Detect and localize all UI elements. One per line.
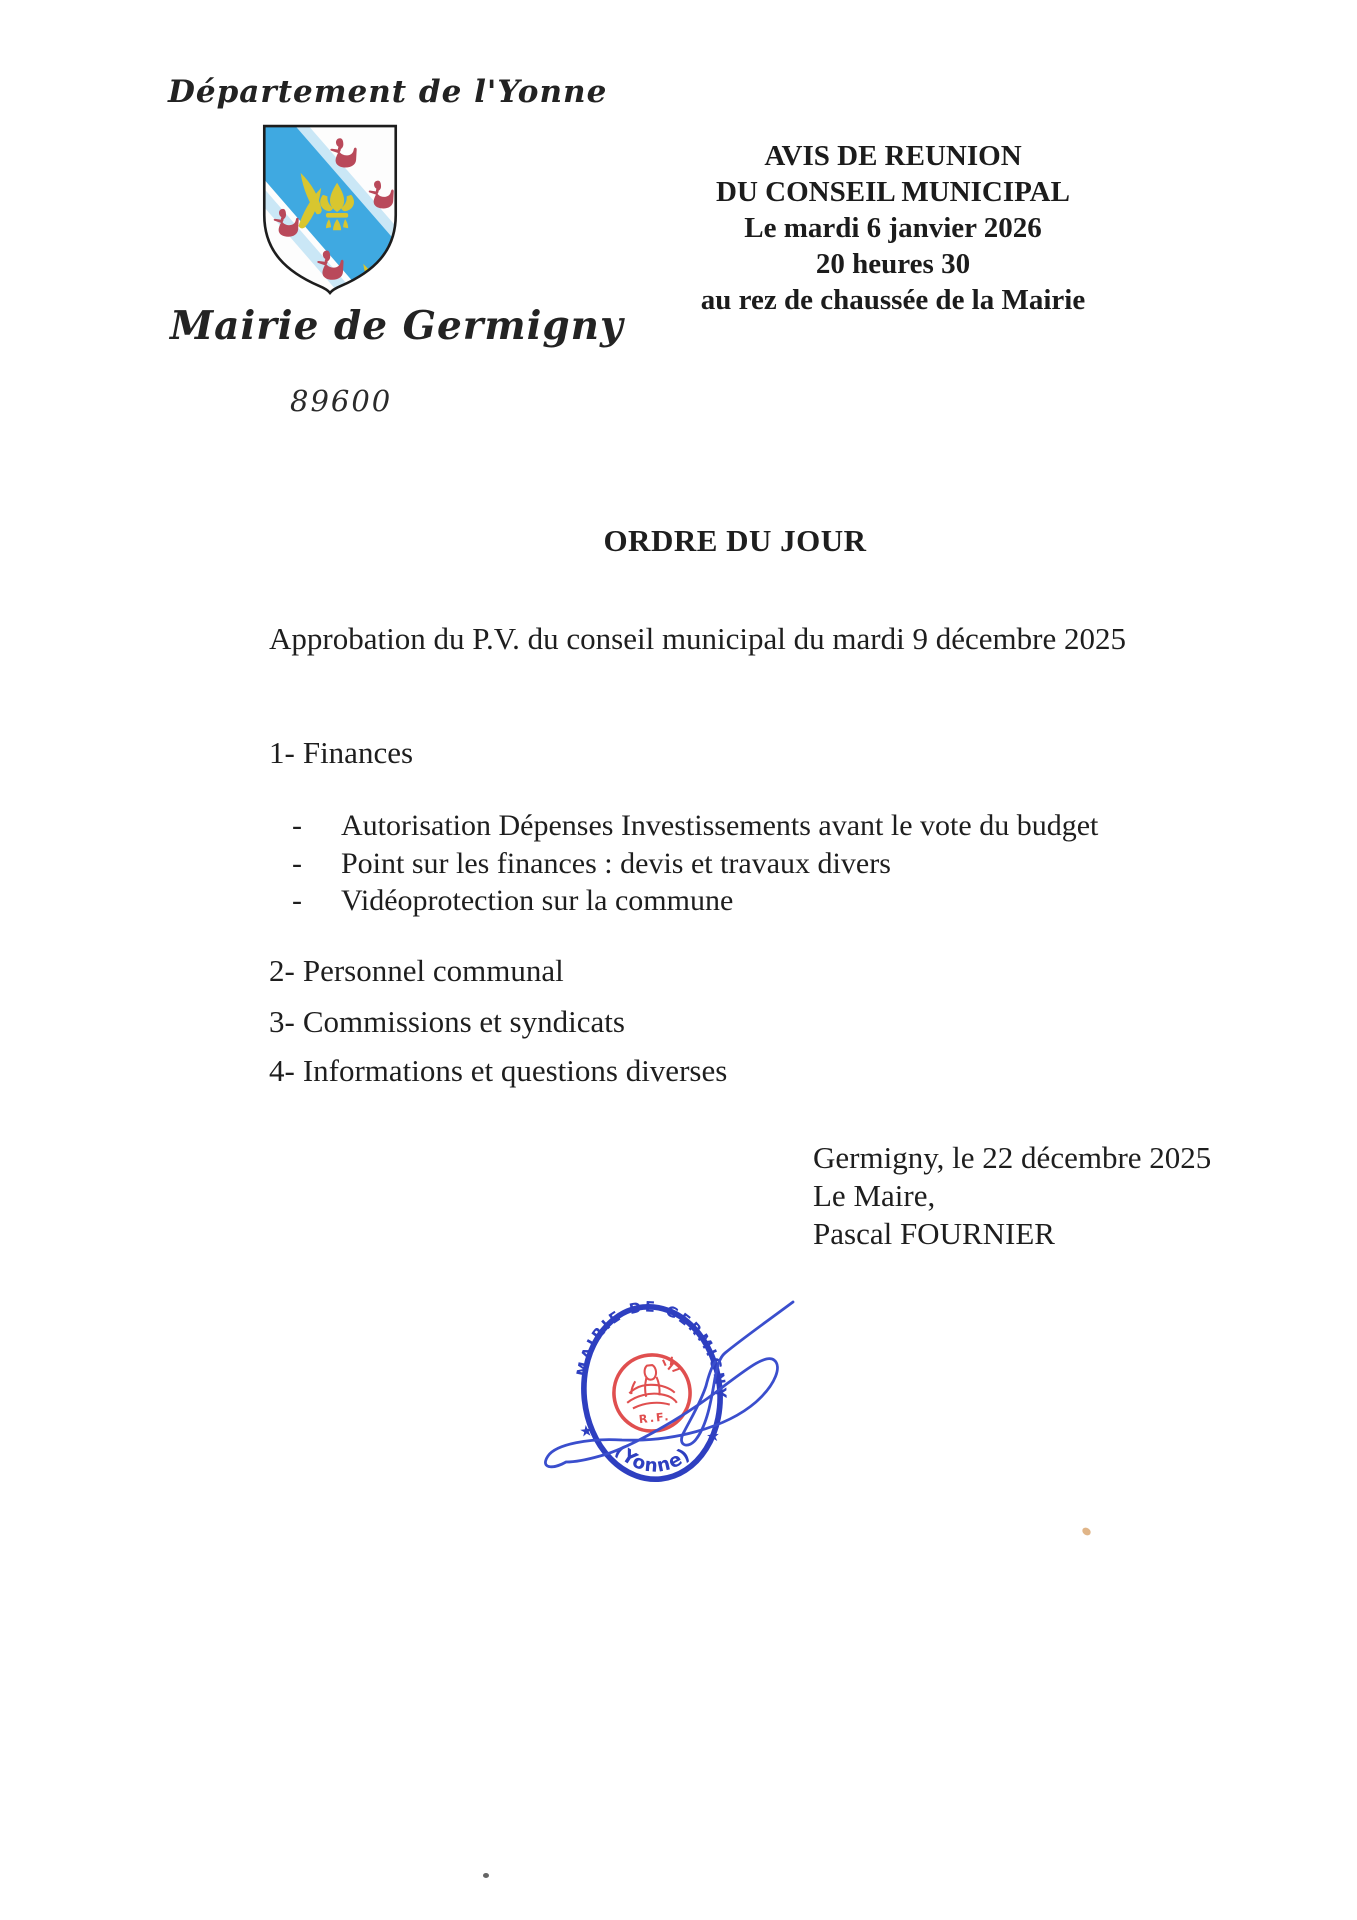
agenda-number: 1- (269, 735, 295, 770)
approval-line: Approbation du P.V. du conseil municipal du mardi 9 décembre 2025 (269, 621, 1126, 656)
agenda-item-2 (269, 953, 564, 989)
agenda-1-bullet-2 (269, 847, 1219, 885)
agenda-1-bullet-1 (269, 809, 1219, 847)
bullet-dash: - (292, 884, 302, 917)
stamp-rf-text: R.F. (638, 1410, 672, 1427)
commune-coat-of-arms (256, 118, 404, 305)
postal-code: 89600 (290, 384, 393, 418)
notice-line-1: AVIS DE REUNION (764, 140, 1022, 172)
municipality-name: Mairie de Germigny (170, 303, 624, 349)
bullet-text: Autorisation Dépenses Investissements avant le vote du budget (341, 809, 1099, 842)
agenda-1-bullet-3 (269, 884, 1219, 922)
scan-speck (1081, 1526, 1092, 1537)
bullet-dash: - (292, 809, 302, 842)
mayor-signature (536, 1278, 826, 1498)
shield-icon (256, 118, 404, 300)
bullet-text: Vidéoprotection sur la commune (341, 884, 734, 917)
agenda-label: Finances (302, 735, 414, 770)
notice-line-2: DU CONSEIL MUNICIPAL (716, 176, 1070, 208)
notice-line-3: Le mardi 6 janvier 2026 (744, 212, 1042, 244)
scan-speck (483, 1873, 489, 1878)
closing-place-date: Germigny, le 22 décembre 2025 (813, 1140, 1212, 1175)
meeting-notice (701, 138, 1085, 318)
notice-line-5: au rez de chaussée de la Mairie (700, 284, 1086, 316)
department-name: Département de l'Yonne (168, 74, 608, 110)
agenda-label: Informations et questions diverses (302, 1053, 728, 1088)
agenda-number: 4- (269, 1053, 295, 1088)
closing-signatory: Pascal FOURNIER (813, 1216, 1055, 1251)
stamp-bottom-text: (Yonne) (610, 1440, 695, 1477)
star-icon: ★ (578, 1421, 595, 1441)
bullet-dash: - (292, 847, 302, 880)
star-icon: ★ (705, 1426, 721, 1447)
page-title: ORDRE DU JOUR (603, 523, 867, 558)
agenda-item-1 (269, 735, 413, 771)
closing-block (813, 1139, 1211, 1253)
bullet-text: Point sur les finances : devis et travaux divers (341, 847, 891, 880)
agenda-item-3 (269, 1004, 625, 1040)
agenda-label: Commissions et syndicats (302, 1004, 625, 1039)
notice-line-4: 20 heures 30 (815, 248, 971, 280)
agenda-label: Personnel communal (302, 953, 564, 988)
agenda-number: 3- (269, 1004, 295, 1039)
closing-role: Le Maire, (813, 1178, 936, 1213)
stamp-top-text: MAIRIE DE GERMIGNY (574, 1299, 729, 1401)
agenda-item-4 (269, 1053, 727, 1089)
agenda-number: 2- (269, 953, 295, 988)
